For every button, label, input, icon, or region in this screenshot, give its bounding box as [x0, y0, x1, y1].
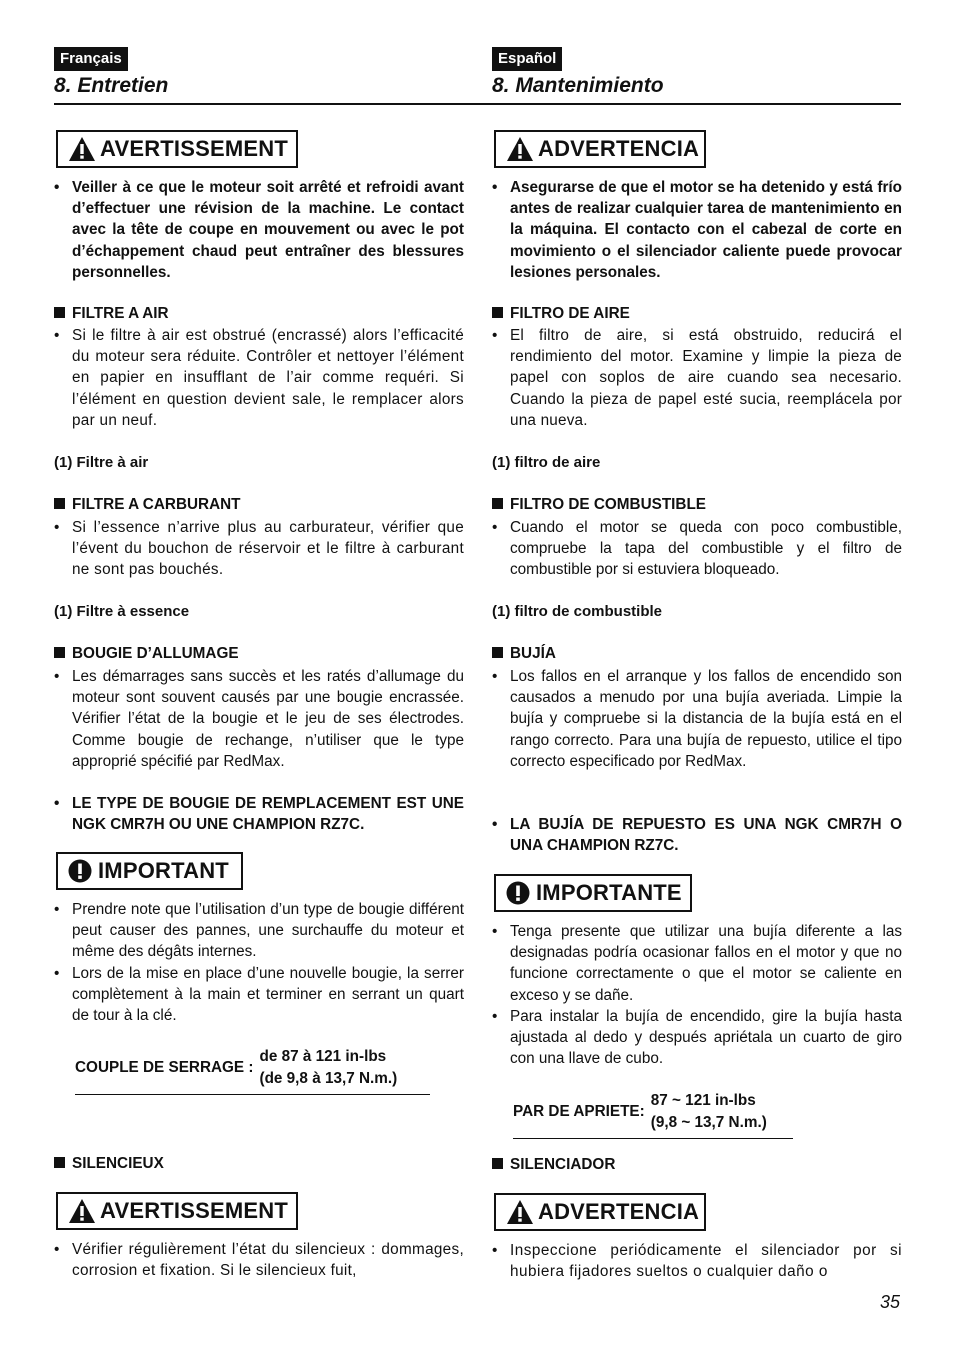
warning-label: ADVERTENCIA — [538, 1199, 700, 1224]
warning-box-2 — [56, 1192, 298, 1230]
air-filter-text: • Si le filtre à air est obstrué (encrassé) alors l’efficacité du moteur sera réduite. Contrôler et nettoyer l’élément en papier en insufflant de l’air comme requéri. Si l’élément en question devient sale, le remplacer alors par un neuf. — [54, 325, 464, 431]
important-text-2: • Lors de la mise en place d’une nouvelle bougie, la serrer complètement à la main et terminer en serrant un quart de tour à la clé. — [54, 963, 464, 1027]
muffler-heading: SILENCIADOR — [492, 1156, 615, 1174]
torque-value-imperial: 87 ~ 121 in-lbs — [650, 1092, 756, 1109]
torque-label: PAR DE APRIETE: — [513, 1103, 645, 1120]
spark-plug-block — [492, 666, 902, 772]
plug-type-text: • LA BUJÍA DE REPUESTO ES UNA NGK CMR7H O UNA CHAMPION RZ7C. — [492, 814, 902, 856]
fuel-filter-caption: (1) filtro de combustible — [492, 603, 663, 620]
warning-text: • Veiller à ce que le moteur soit arrêté et refroidi avant d’effectuer une révision de la machine. Le contact avec la tête de coupe en mouvement ou avec le pot d’échappement chaud peut entraîner des blessures personnelles. — [54, 177, 464, 283]
torque-spec — [513, 1090, 793, 1139]
warning-label: AVERTISSEMENT — [100, 136, 288, 161]
muffler-warning-block — [492, 1240, 902, 1282]
spark-plug-heading: BOUGIE D’ALLUMAGE — [54, 645, 239, 663]
important-block — [492, 921, 902, 1069]
fuel-filter-heading: FILTRO DE COMBUSTIBLE — [492, 496, 706, 514]
warning-box — [56, 130, 298, 168]
section-title: 8. Entretien — [54, 74, 169, 97]
plug-type-block — [54, 793, 464, 835]
torque-spec — [75, 1046, 430, 1095]
muffler-heading: SILENCIEUX — [54, 1155, 164, 1173]
language-tab: Français — [54, 47, 128, 71]
spark-plug-text: • Los fallos en el arranque y los fallos de encendido son causados a menudo por una bujía averiada. Limpie la bujía y compruebe si la distancia de la bujía está en el rango correcto. Para una bujía de repuesto, utilice el tipo correcto especificado por RedMax. — [492, 666, 902, 772]
warning-text-block — [54, 177, 464, 283]
warning-triangle-icon — [506, 136, 534, 162]
air-filter-heading: FILTRO DE AIRE — [492, 305, 630, 323]
important-text-1: • Prendre note que l’utilisation d’un type de bougie différent peut causer des pannes, une surchauffe du moteur et même des dégâts internes. — [54, 899, 464, 963]
torque-value-metric: (de 9,8 à 13,7 N.m.) — [259, 1070, 398, 1087]
fuel-filter-text: • Cuando el motor se queda con poco combustible, compruebe la tapa del combustible y el filtro de combustible por si estuviera bloqueado. — [492, 517, 902, 581]
warning-triangle-icon — [506, 1199, 534, 1225]
spark-plug-heading: BUJÍA — [492, 645, 556, 663]
torque-label: COUPLE DE SERRAGE : — [75, 1059, 254, 1076]
warning-triangle-icon — [68, 136, 96, 162]
important-text-1: • Tenga presente que utilizar una bujía diferente a las designadas podría ocasionar fallos en el motor y que no funcione correctamente o que el motor se caliente en exceso y se dañe. — [492, 921, 902, 1006]
section-title: 8. Mantenimiento — [492, 74, 664, 97]
air-filter-block — [492, 325, 902, 431]
important-block — [54, 899, 464, 1026]
language-tab: Español — [492, 47, 562, 71]
warning-box — [494, 130, 706, 168]
fuel-filter-block — [492, 517, 902, 581]
important-label: IMPORTANT — [98, 858, 229, 883]
muffler-warning-text: • Inspeccione periódicamente el silenciador por si hubiera fijadores sueltos o cualquier daño o — [492, 1240, 902, 1282]
warning-text: • Asegurarse de que el motor se ha detenido y está frío antes de realizar cualquier tarea de mantenimiento en la máquina. El contacto con el cabezal de corte en movimiento o el silenciador caliente puede provocar lesiones personales. — [492, 177, 902, 283]
important-text-2: • Para instalar la bujía de encendido, gire la bujía hasta ajustada al dedo y después apriétala un cuarto de giro con una llave de cubo. — [492, 1006, 902, 1070]
warning-label: ADVERTENCIA — [538, 136, 700, 161]
plug-type-block — [492, 814, 902, 856]
warning-label: AVERTISSEMENT — [100, 1198, 288, 1223]
spark-plug-text: • Les démarrages sans succès et les ratés d’allumage du moteur sont souvent causés par une bougie encrassée. Vérifier l’état de la bougie et le jeu de ses électrodes. Comme bougie de rechange, n’utiliser que le type approprié spécifié par RedMax. — [54, 666, 464, 772]
fuel-filter-heading: FILTRE A CARBURANT — [54, 496, 241, 514]
header-rule — [54, 103, 901, 105]
air-filter-heading: FILTRE A AIR — [54, 305, 169, 323]
warning-triangle-icon — [68, 1198, 96, 1224]
muffler-warning-text: • Vérifier régulièrement l’état du silencieux : dommages, corrosion et fixation. Si le silencieux fuit, — [54, 1239, 464, 1281]
exclamation-circle-icon — [68, 859, 92, 883]
exclamation-circle-icon — [506, 881, 530, 905]
spark-plug-block — [54, 666, 464, 772]
air-filter-text: • El filtro de aire, si está obstruido, reducirá el rendimiento del motor. Examine y limpie la pieza de papel con soplos de aire cuando sea necesario. Cuando la pieza de papel esté sucia, reemplácela por una nueva. — [492, 325, 902, 431]
important-box — [56, 852, 243, 890]
important-label: IMPORTANTE — [536, 880, 682, 905]
torque-value-imperial: de 87 à 121 in-lbs — [259, 1048, 387, 1065]
fuel-filter-caption: (1) Filtre à essence — [54, 603, 190, 620]
muffler-warning-block — [54, 1239, 464, 1281]
warning-box-2 — [494, 1193, 706, 1231]
air-filter-block — [54, 325, 464, 431]
plug-type-text: • LE TYPE DE BOUGIE DE REMPLACEMENT EST UNE NGK CMR7H OU UNE CHAMPION RZ7C. — [54, 793, 464, 835]
air-filter-caption: (1) Filtre à air — [54, 454, 149, 471]
torque-value-metric: (9,8 ~ 13,7 N.m.) — [650, 1114, 767, 1131]
air-filter-caption: (1) filtro de aire — [492, 454, 601, 471]
warning-text-block — [492, 177, 902, 283]
page-number: 35 — [879, 1292, 900, 1312]
fuel-filter-block — [54, 517, 464, 581]
fuel-filter-text: • Si l’essence n’arrive plus au carburateur, vérifier que l’évent du bouchon de réservoir et le filtre à carburant ne sont pas bouchés. — [54, 517, 464, 581]
important-box — [494, 874, 692, 912]
